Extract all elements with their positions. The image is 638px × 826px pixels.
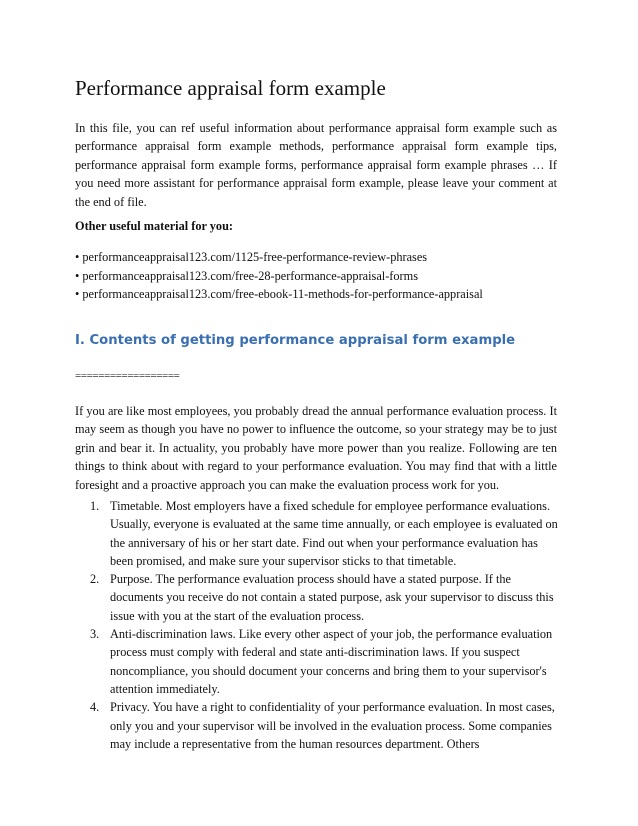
list-item-text: Anti-discrimination laws. Like every other aspect of your job, the performance evaluation process must comply with federal and state anti-discrimination laws. If you suspect noncompliance, you should document your concerns and bring them to your supervisor's attention immediately. [110, 627, 553, 696]
list-item [75, 570, 559, 625]
list-item-text: Timetable. Most employers have a fixed schedule for employee performance evaluations. Usually, everyone is evaluated at the same time annually, or each employee is evaluated on the anniversary of his or her start date. Find out when your performance evaluation has been promised, and make sure your supervisor sticks to that timetable. [110, 499, 558, 568]
section-heading: I. Contents of getting performance appraisal form example [75, 333, 516, 348]
list-item-number: 4. [90, 700, 100, 715]
page-title: Performance appraisal form example [75, 76, 386, 100]
list-item [75, 698, 559, 753]
useful-link-item: • performanceappraisal123.com/1125-free-performance-review-phrases [75, 250, 428, 264]
divider-line: ================== [75, 370, 180, 382]
list-item-text: Privacy. You have a right to confidentiality of your performance evaluation. In most cases, only you and your supervisor will be involved in the evaluation process. Some companies may include a representative from the human resources department. Others [110, 700, 555, 751]
list-item-number: 3. [90, 627, 100, 642]
list-item [75, 497, 559, 570]
useful-links-list [75, 248, 483, 304]
useful-link-item: • performanceappraisal123.com/free-ebook-11-methods-for-performance-appraisal [75, 287, 483, 302]
intro-paragraph: In this file, you can ref useful information about performance appraisal form example such as performance appraisal form example methods, performance appraisal form example tips, performance appraisal form example forms, performance appraisal form example phrases … If you need more assistant for performance appraisal form example, please leave your comment at the end of file. [75, 121, 557, 209]
list-item [75, 625, 559, 698]
body-paragraph: If you are like most employees, you probably dread the annual performance evaluation process. It may seem as though you have no power to influence the outcome, so your strategy may be to just grin and bear it. In actuality, you probably have more power than you realize. Following are ten things to think about with regard to your performance evaluation. You may find that with a little foresight and a proactive approach you can make the evaluation process work for you. [75, 404, 557, 492]
steps-list [75, 497, 559, 753]
list-item-text: Purpose. The performance evaluation process should have a stated purpose. If the documents you receive do not contain a stated purpose, ask your supervisor to discuss this issue with you at the start of the evaluation process. [110, 572, 554, 623]
list-item-number: 1. [90, 499, 100, 513]
useful-material-heading: Other useful material for you: [75, 219, 234, 233]
useful-link-item: • performanceappraisal123.com/free-28-performance-appraisal-forms [75, 268, 418, 283]
list-item-number: 2. [90, 572, 100, 587]
